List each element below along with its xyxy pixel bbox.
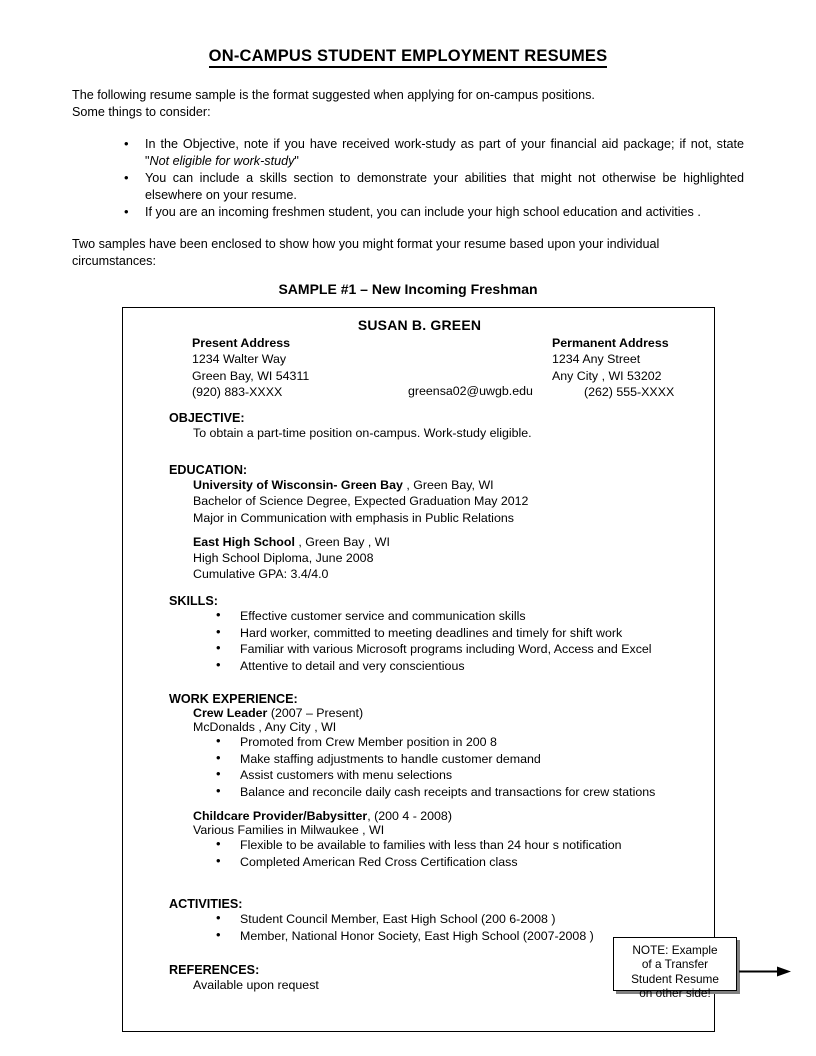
skills-list-item: • Familiar with various Microsoft programs including Word, Access and Excel: [169, 641, 709, 658]
two-samples-line-2: circumstances:: [72, 254, 156, 268]
education-gpa-line: Cumulative GPA: 3.4/4.0: [193, 567, 329, 582]
permanent-address-line-2: Any City , WI 53202: [552, 368, 662, 383]
job-entry: [169, 706, 709, 734]
section-work-experience: [169, 692, 709, 870]
education-heading: EDUCATION:: [169, 463, 248, 477]
education-degree-line: Bachelor of Science Degree, Expected Graduation May 2012: [193, 494, 529, 509]
permanent-address-phone: (262) 555-XXXX: [584, 384, 675, 399]
two-samples-paragraph: [72, 236, 744, 270]
present-address-heading: Present Address: [192, 336, 291, 350]
intro-bullet-italic: Not eligible for work-study: [149, 154, 295, 168]
objective-text: To obtain a part-time position on-campus. Work-study eligible.: [193, 426, 532, 440]
intro-bullet-item: [72, 136, 744, 170]
references-heading: REFERENCES:: [169, 963, 260, 977]
right-arrow-icon: [739, 966, 791, 977]
present-address-phone: (920) 883-XXXX: [192, 384, 283, 399]
job-employer: Various Families in Milwaukee , WI: [193, 822, 385, 837]
intro-bullet-item: [72, 204, 744, 221]
note-line-4: on other side!: [639, 986, 711, 1001]
page-title-text: ON-CAMPUS STUDENT EMPLOYMENT RESUMES: [209, 47, 608, 68]
permanent-address-line-1: 1234 Any Street: [552, 352, 641, 367]
education-institution: East High School: [193, 534, 295, 549]
education-institution-rest: - Green Bay: [333, 478, 403, 492]
intro-bullet-text: If you are an incoming freshmen student, you can include your high school education and activities .: [145, 205, 701, 219]
job-duties-list: [169, 734, 709, 801]
permanent-address-heading: Permanent Address: [552, 336, 669, 350]
intro-bullet-text: You can include a skills section to demonstrate your abilities that might not otherwise be highlighted elsewhere on your resume.: [145, 171, 744, 202]
references-text: Available upon request: [193, 978, 319, 992]
job-duty-item: • Flexible to be available to families with less than 24 hour s notification: [169, 837, 709, 854]
job-duty-item: • Promoted from Crew Member position in 200 8: [169, 734, 709, 751]
page-title: [0, 47, 816, 66]
note-line-3: Student Resume: [631, 971, 719, 986]
job-duty-item: • Balance and reconcile daily cash receipts and transactions for crew stations: [169, 784, 709, 801]
intro-bullet-list: [72, 136, 744, 221]
section-objective: [169, 411, 709, 441]
activities-list-item: • Student Council Member, East High School (200 6-2008 ): [169, 911, 709, 928]
resume-content: [123, 308, 714, 1031]
note-line-2: of a Transfer: [641, 957, 709, 972]
intro-bullet-item: [72, 170, 744, 204]
note-callout-box: [613, 937, 737, 1001]
education-location: , Green Bay , WI: [294, 534, 390, 549]
section-education: [169, 463, 709, 583]
education-entry: [169, 534, 709, 583]
permanent-address-block: [552, 335, 674, 400]
skills-list-item: • Effective customer service and communication skills: [169, 608, 709, 625]
sample-heading: SAMPLE #1 – New Incoming Freshman: [278, 281, 538, 297]
job-title-line: [193, 809, 709, 823]
job-title: Childcare Provider/Babysitter: [193, 808, 368, 823]
education-major-line: Major in Communication with emphasis in Public Relations: [193, 510, 514, 525]
section-skills: [169, 594, 709, 675]
objective-heading: OBJECTIVE:: [169, 411, 245, 425]
education-institution-line: [193, 477, 709, 493]
intro-bullet-text-after: ": [294, 154, 299, 168]
resume-email: greensa02@uwgb.edu: [408, 384, 533, 398]
job-spacer: [169, 801, 709, 809]
activities-list-item: • Member, National Honor Society, East High School (2007-2008 ): [169, 928, 709, 945]
note-line-1: NOTE: Example: [632, 943, 718, 957]
job-duties-list: [169, 837, 709, 870]
activities-heading: ACTIVITIES:: [169, 897, 243, 911]
two-samples-line-1: Two samples have been enclosed to show how you might format your resume based upon your individual: [72, 237, 660, 251]
education-location: , Green Bay, WI: [402, 478, 494, 492]
skills-list-item: • Hard worker, committed to meeting deadlines and timely for shift work: [169, 625, 709, 642]
intro-line-1: The following resume sample is the format suggested when applying for on-campus positions.: [72, 88, 595, 102]
job-title: Crew Leader: [193, 706, 268, 720]
job-duty-item: • Assist customers with menu selections: [169, 767, 709, 784]
skills-list-item: • Attentive to detail and very conscientious: [169, 658, 709, 675]
present-address-line-1: 1234 Walter Way: [192, 352, 287, 367]
present-address-block: [192, 335, 309, 400]
job-dates: (2007 – Present): [267, 706, 364, 720]
job-entry: [169, 809, 709, 837]
education-degree-line: High School Diploma, June 2008: [193, 551, 374, 566]
job-employer: McDonalds , Any City , WI: [193, 720, 337, 734]
education-institution-line: [193, 534, 709, 550]
intro-bullet-text: In the Objective, note if you have received work-study as part of your financial aid package; if not, state ": [145, 137, 744, 168]
intro-line-2: Some things to consider:: [72, 105, 211, 119]
job-title-line: [193, 706, 709, 720]
job-dates: , (200 4 - 2008): [367, 808, 452, 823]
skills-heading: SKILLS:: [169, 594, 218, 608]
education-spacer: [169, 526, 709, 534]
skills-list: [169, 608, 709, 675]
intro-paragraph: [72, 87, 744, 121]
education-institution: University of Wisconsin: [193, 478, 334, 492]
job-duty-item: • Make staffing adjustments to handle customer demand: [169, 751, 709, 768]
education-entry: [169, 477, 709, 526]
resume-sample-box: [122, 307, 715, 1032]
resume-name: SUSAN B. GREEN: [357, 317, 482, 333]
work-experience-heading: WORK EXPERIENCE:: [169, 692, 298, 706]
present-address-line-2: Green Bay, WI 54311: [192, 368, 310, 383]
job-duty-item: • Completed American Red Cross Certification class: [169, 854, 709, 871]
